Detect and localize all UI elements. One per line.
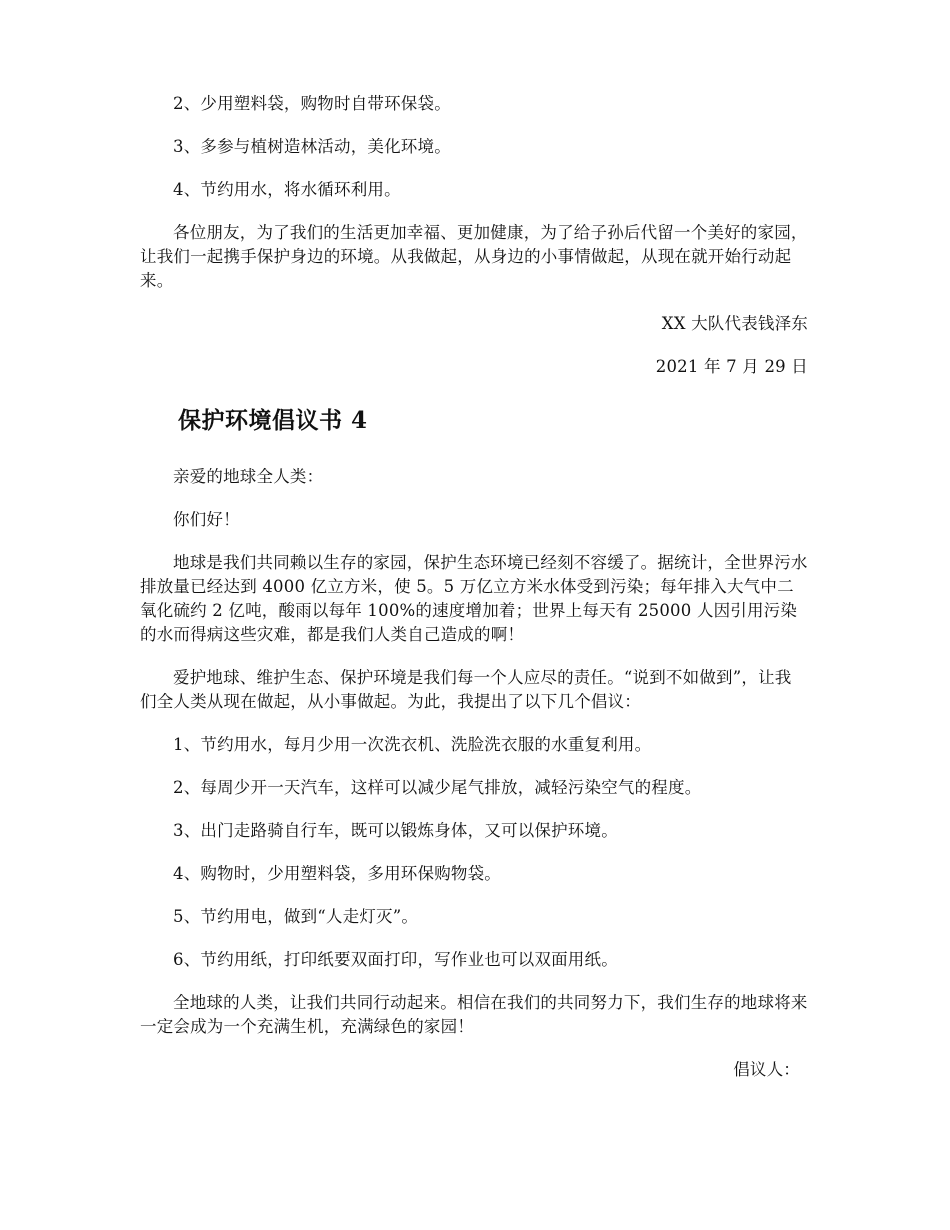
body-paragraph: 爱护地球、维护生态、保护环境是我们每一个人应尽的责任。“说到不如做到”，让我们全人类从现在做起，从小事做起。为此，我提出了以下几个倡议： [140,668,792,711]
body-paragraph: 地球是我们共同赖以生存的家园，保护生态环境已经刻不容缓了。据统计，全世界污水排放量已经达到 4000 亿立方米，使 5。5 万亿立方米水体受到污染；每年排入大气中二氧化硫约 2 亿吨，酸雨以每年 100%的速度增加着；世界上每天有 25000 人因引用污染的水而得病这些灾难，都是我们人类自己造成的啊！ [140,553,808,644]
list-item: 1、节约用水，每月少用一次洗衣机、洗脸洗衣服的水重复利用。 [173,735,652,754]
conclusion-paragraph: 全地球的人类，让我们共同行动起来。相信在我们的共同努力下，我们生存的地球将来一定会成为一个充满生机，充满绿色的家园！ [140,993,808,1036]
list-item: 4、购物时，少用塑料袋，多用环保购物袋。 [173,864,501,883]
closing-paragraph: 各位朋友，为了我们的生活更加幸福、更加健康，为了给子孙后代留一个美好的家园，让我们一起携手保护身边的环境。从我做起，从身边的小事情做起，从现在就开始行动起来。 [140,223,808,290]
list-item: 3、多参与植树造林活动，美化环境。 [173,137,451,156]
signature-date: 2021 年 7 月 29 日 [655,357,808,376]
list-item: 4、节约用水，将水循环利用。 [173,180,401,199]
list-item: 6、节约用纸，打印纸要双面打印，写作业也可以双面用纸。 [173,950,618,969]
greeting: 你们好！ [173,510,240,529]
signature-name: XX 大队代表钱泽东 [661,314,808,333]
signer-label: 倡议人： [733,1060,800,1079]
document-page [140,92,808,1082]
section-title: 保护环境倡议书 4 [178,407,368,434]
salutation: 亲爱的地球全人类： [173,467,324,486]
list-item: 3、出门走路骑自行车，既可以锻炼身体，又可以保护环境。 [173,821,618,840]
list-item: 2、每周少开一天汽车，这样可以减少尾气排放，减轻污染空气的程度。 [173,778,702,797]
list-item: 2、少用塑料袋，购物时自带环保袋。 [173,94,451,113]
list-item: 5、节约用电，做到“人走灯灭”。 [173,907,419,926]
